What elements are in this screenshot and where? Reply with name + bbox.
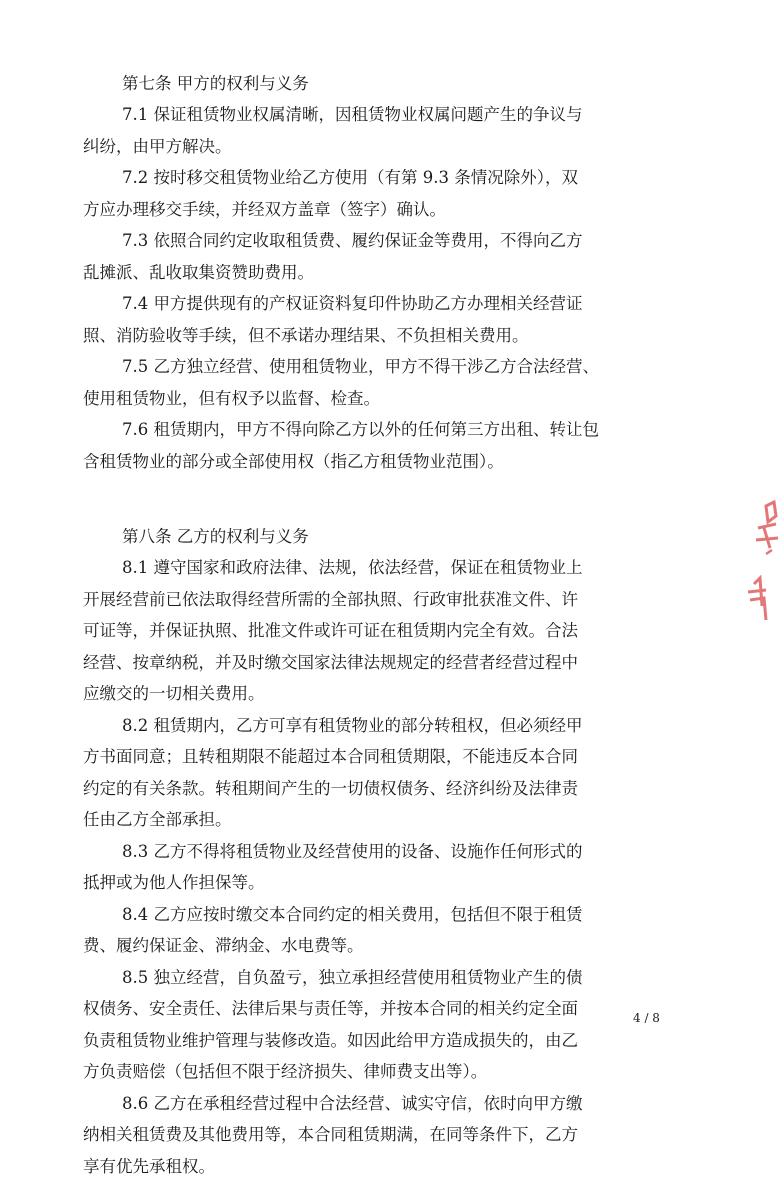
paragraph-line: 7.6 租赁期内，甲方不得向除乙方以外的任何第三方出租、转让包	[122, 414, 677, 446]
paragraph-line: 含租赁物业的部分或全部使用权（指乙方租赁物业范围）。	[83, 446, 677, 478]
paragraph-line: 8.2 租赁期内，乙方可享有租赁物业的部分转租权，但必须经甲	[122, 710, 677, 742]
paragraph-line: 8.1 遵守国家和政府法律、法规，依法经营，保证在租赁物业上	[122, 552, 677, 584]
paragraph-line: 8.5 独立经营，自负盈亏，独立承担经营使用租赁物业产生的债	[122, 962, 677, 994]
paragraph-line: 照、消防验收等手续，但不承诺办理结果、不负担相关费用。	[83, 320, 677, 352]
seal-stamp-fragment	[736, 488, 780, 638]
paragraph-line: 任由乙方全部承担。	[83, 804, 677, 836]
section-7-heading: 第七条 甲方的权利与义务	[122, 68, 677, 99]
paragraph-line: 乱摊派、乱收取集资赞助费用。	[83, 257, 677, 289]
paragraph-line: 使用租赁物业，但有权予以监督、检查。	[83, 383, 677, 415]
paragraph-line: 抵押或为他人作担保等。	[83, 867, 677, 899]
paragraph-line: 8.3 乙方不得将租赁物业及经营使用的设备、设施作任何形式的	[122, 836, 677, 868]
page-number: 4 / 8	[633, 1011, 660, 1025]
paragraph-line: 费、履约保证金、滞纳金、水电费等。	[83, 930, 677, 962]
paragraph-line: 方应办理移交手续，并经双方盖章（签字）确认。	[83, 194, 677, 226]
paragraph-line: 方书面同意；且转租期限不能超过本合同租赁期限，不能违反本合同	[83, 741, 677, 773]
paragraph-line: 7.1 保证租赁物业权属清晰，因租赁物业权属问题产生的争议与	[122, 99, 677, 131]
paragraph-line: 纠纷，由甲方解决。	[83, 131, 677, 163]
paragraph-line: 7.2 按时移交租赁物业给乙方使用（有第 9.3 条情况除外），双	[122, 162, 677, 194]
paragraph-line: 负责租赁物业维护管理与装修改造。如因此给甲方造成损失的，由乙	[83, 1025, 677, 1057]
paragraph-line: 7.5 乙方独立经营、使用租赁物业，甲方不得干涉乙方合法经营、	[122, 351, 677, 383]
paragraph-line: 享有优先承租权。	[83, 1151, 677, 1182]
paragraph-line: 应缴交的一切相关费用。	[83, 678, 677, 710]
section-8-heading: 第八条 乙方的权利与义务	[122, 521, 677, 552]
paragraph-line: 权债务、安全责任、法律后果与责任等，并按本合同的相关约定全面	[83, 993, 677, 1025]
section-gap	[122, 477, 677, 521]
paragraph-line: 开展经营前已依法取得经营所需的全部执照、行政审批获准文件、许	[83, 584, 677, 616]
paragraph-line: 约定的有关条款。转租期间产生的一切债权债务、经济纠纷及法律责	[83, 773, 677, 805]
paragraph-line: 7.3 依照合同约定收取租赁费、履约保证金等费用，不得向乙方	[122, 225, 677, 257]
paragraph-line: 8.6 乙方在承租经营过程中合法经营、诚实守信，依时向甲方缴	[122, 1088, 677, 1120]
paragraph-line: 方负责赔偿（包括但不限于经济损失、律师费支出等）。	[83, 1056, 677, 1088]
paragraph-line: 纳相关租赁费及其他费用等，本合同租赁期满，在同等条件下，乙方	[83, 1119, 677, 1151]
document-body	[122, 68, 677, 1182]
paragraph-line: 可证等，并保证执照、批准文件或许可证在租赁期内完全有效。合法	[83, 615, 677, 647]
paragraph-line: 经营、按章纳税，并及时缴交国家法律法规规定的经营者经营过程中	[83, 647, 677, 679]
paragraph-line: 8.4 乙方应按时缴交本合同约定的相关费用，包括但不限于租赁	[122, 899, 677, 931]
paragraph-line: 7.4 甲方提供现有的产权证资料复印件协助乙方办理相关经营证	[122, 288, 677, 320]
